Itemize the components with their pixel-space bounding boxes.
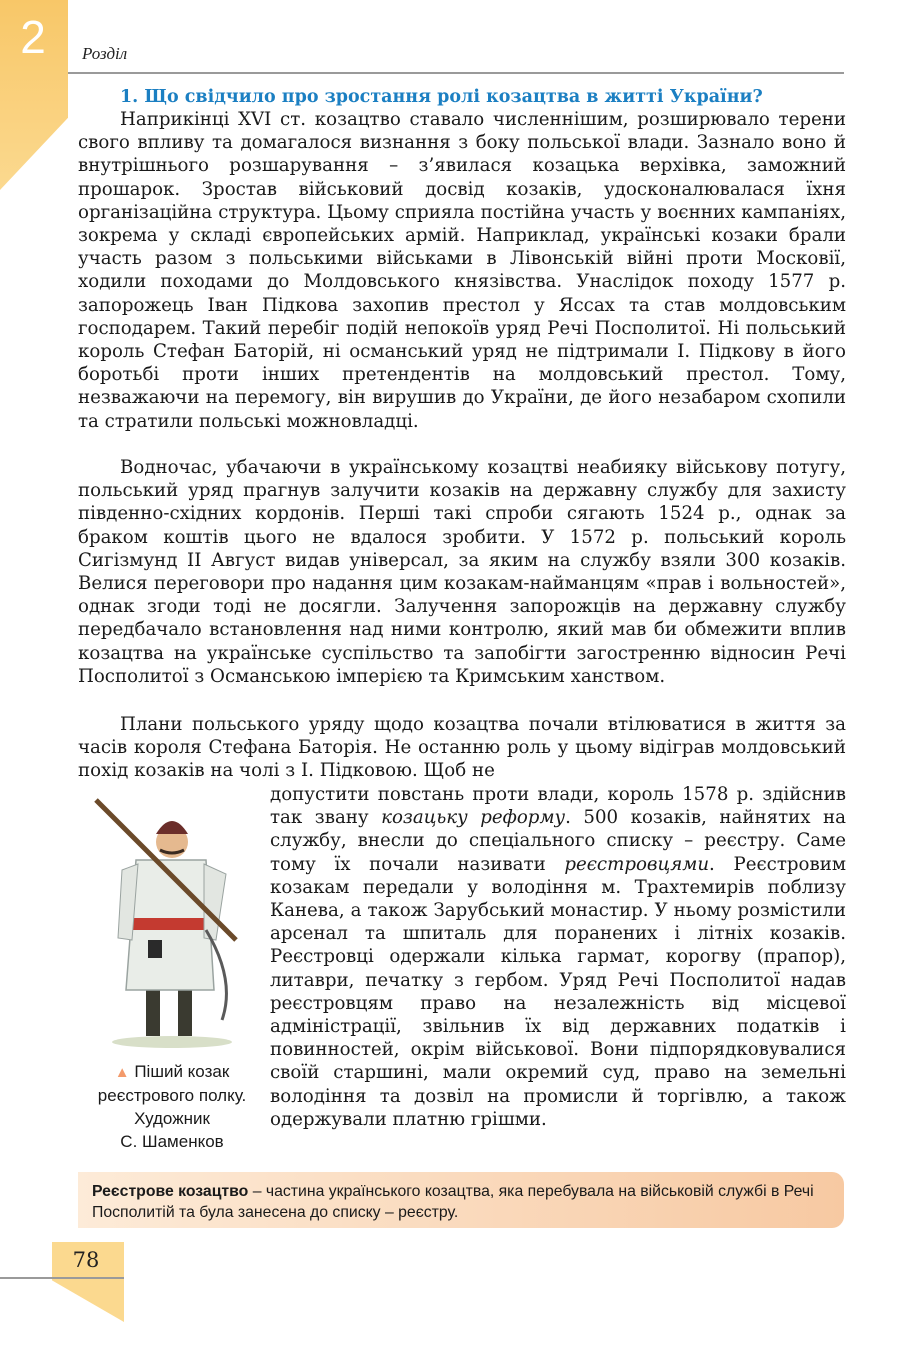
header-divider	[68, 72, 844, 74]
term-reiestrovtsi: реєстровцями	[564, 853, 710, 875]
caption-line-2: реєстрового полку.	[97, 1086, 247, 1105]
paragraph-4-part-c: . Реєстровим козакам передали у володіння м. Трахтемирів поблизу Канева, а також Зарубський монастир. У ньому розмістили арсенал та шпиталь для поранених і літніх козаків. Реєстровці одержали кілька гармат, корогву (прапор), литаври, печатку з гербом. Уряд Речі Посполитої надав реєстровцям право на незалежність від місцевої адміністрації, звільнив їх від державних податків і повинностей, окрім військової. Вони підпорядковувалися своїй старшині, мали окремий суд, право на земельні володіння та дозвіл на промисли й торгівлю, а також одержували платню грішми.	[270, 853, 846, 1130]
definition-term: Реєстрове козацтво	[92, 1183, 249, 1200]
footer-divider	[0, 1277, 124, 1279]
caption-line-4: С. Шаменков	[120, 1132, 224, 1151]
paragraph-4-part-a: допустити повстань проти влади, король 1578 р. здійснив так звану	[270, 784, 846, 829]
paragraph-2: Водночас, убачаючи в українському козацтві неабияку військову потугу, польський уряд прагнув залучити козаків на державну службу для захисту південно-східних кордонів. Перші такі спроби сягають 1524 р., однак за браком коштів цього не вдалося зробити. У 1572 р. польський король Сигізмунд ІІ Август видав універсал, за яким на службу взяли 300 козаків. Велися переговори про надання цим козакам-найманцям «прав і вольностей», однак згоди тоді не досягли. Залучення запорожців на державну службу передбачало встановлення над ними контролю, який мав би обмежити вплив козацтва на українське суспільство та запобігти загостренню відносин Речі Посполитої з Османською імперією та Кримським ханством.	[78, 457, 846, 687]
paragraph-4	[270, 783, 846, 1131]
paragraph-4-part-b: . 500 козаків, найнятих на службу, внесли до спеціального списку – реєстру. Саме тому їх почали називати	[270, 807, 846, 875]
chapter-number: 2	[20, 11, 46, 63]
caption-triangle-icon: ▲	[114, 1064, 130, 1081]
term-kozatska-reforma: козацьку реформу	[381, 807, 566, 829]
section-label: Розділ	[82, 44, 128, 63]
illustration-caption	[72, 1060, 272, 1153]
paragraph-1: Наприкінці XVI ст. козацтво ставало численнішим, розширювало терени свого впливу та домагалося визнання з боку польської влади. Зазнало воно й внутрішнього розшарування – з’явилася козацька верхівка, заможний прошарок. Зростав військовий досвід козаків, удосконалювалася їхня організаційна структура. Цьому сприяла постійна участь у воєнних кампаніях, зокрема у складі європейських армій. Наприклад, українські козаки брали участь разом з польськими військами в Лівонській війні проти Московії, ходили походами до Молдовського князівства. Унаслідок походу 1577 р. запорожець Іван Підкова захопив престол у Яссах та став молдовським господарем. Такий перебіг подій непокоїв уряд Речі Посполитої. Ні польський король Стефан Баторій, ні османський уряд не підтримали І. Підкову в його боротьбі проти інших претендентів на молдовський престол. Тому, незважаючи на перемогу, він вирушив до України, де його незабаром схопили та стратили польські можновладці.	[78, 109, 846, 432]
cossack-illustration	[86, 790, 258, 1050]
definition-box	[78, 1172, 844, 1228]
caption-line-3: Художник	[134, 1109, 210, 1128]
page-number: 78	[72, 1248, 100, 1272]
paragraph-3: Плани польського уряду щодо козацтва почали втілюватися в життя за часів короля Стефана Баторія. Не останню роль у цьому відіграв молдовський похід козаків на чолі з І. Підковою. Щоб не	[78, 714, 846, 782]
section-question-heading: 1. Що свідчило про зростання ролі козацтва в житті України?	[120, 87, 763, 107]
definition-text: – частина українського козацтва, яка перебувала на військовій службі в Речі Посполитій та була занесена до списку – реєстру.	[92, 1183, 814, 1221]
caption-line-1: Піший козак	[134, 1062, 230, 1081]
